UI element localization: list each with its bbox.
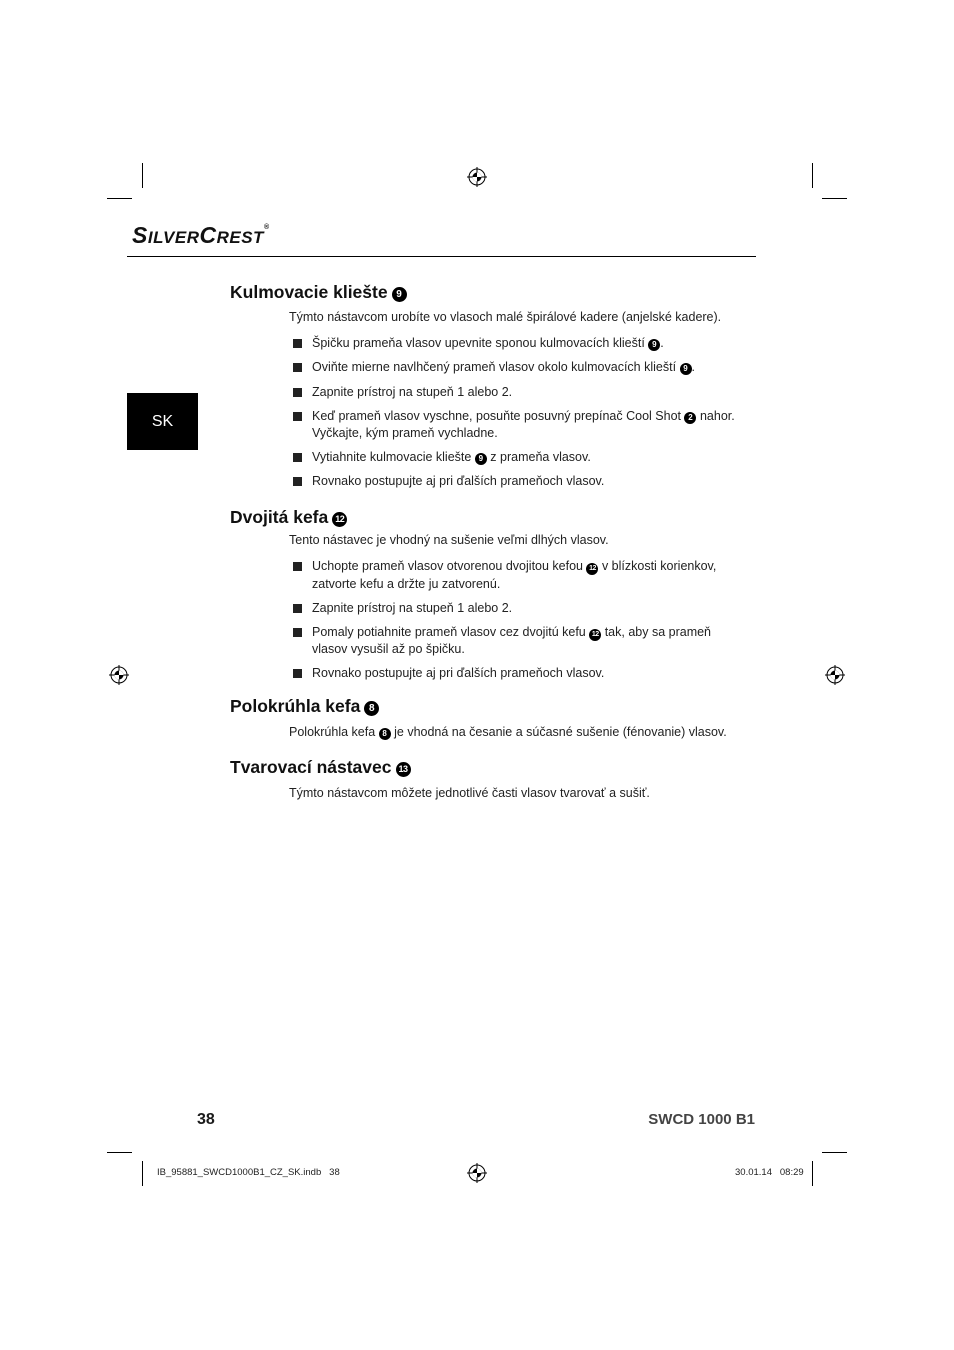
list-item-text: Keď prameň vlasov vyschne, posuňte posuvný prepínač Cool Shot — [312, 409, 685, 423]
list-item-text: Uchopte prameň vlasov otvorenou dvojitou kefou — [312, 559, 587, 573]
list-item-text: Zapnite prístroj na stupeň 1 alebo 2. — [312, 601, 513, 615]
reference-number-badge: 9 — [680, 363, 692, 375]
list-item-text: Zapnite prístroj na stupeň 1 alebo 2. — [312, 385, 513, 399]
list-item-text: Rovnako postupujte aj pri ďalších prameňoch vlasov. — [312, 666, 605, 680]
bullet-square-icon — [293, 669, 302, 678]
section-intro: Týmto nástavcom môžete jednotlivé časti vlasov tvarovať a sušiť. — [289, 786, 650, 800]
section-title: Tvarovací nástavec — [230, 757, 392, 777]
intro-text: je vhodná na česanie a súčasné sušenie (fénovanie) vlasov. — [390, 725, 727, 739]
print-slug-file: IB_95881_SWCD1000B1_CZ_SK.indb 38 — [157, 1167, 340, 1178]
list-item-text: Pomaly potiahnite prameň vlasov cez dvojitú kefu — [312, 625, 590, 639]
crop-mark — [812, 163, 813, 188]
logo-text: REST — [216, 228, 264, 247]
section-intro: Tento nástavec je vhodný na sušenie veľmi dlhých vlasov. — [289, 533, 609, 547]
section-title: Dvojitá kefa — [230, 507, 329, 527]
list-item-text: v blízkosti korienkov, — [598, 559, 717, 573]
bullet-square-icon — [293, 363, 302, 372]
list-item-text: . — [660, 336, 664, 350]
section-heading — [230, 282, 407, 303]
crop-mark — [822, 1152, 847, 1153]
bullet-square-icon — [293, 412, 302, 421]
reference-number-badge: 9 — [392, 287, 407, 302]
section-title: Kulmovacie kliešte — [230, 282, 388, 302]
section-heading — [230, 507, 347, 528]
section-intro: Týmto nástavcom urobíte vo vlasoch malé špirálové kadere (anjelské kadere). — [289, 310, 722, 324]
registration-mark-icon — [467, 167, 487, 187]
brand-logo — [132, 222, 270, 249]
crop-mark — [142, 1161, 143, 1186]
reference-number-badge: 12 — [589, 629, 601, 641]
page-number: 38 — [197, 1111, 215, 1128]
section-title: Polokrúhla kefa — [230, 696, 361, 716]
list-item-text: zatvorte kefu a držte ju zatvorenú. — [312, 577, 501, 591]
crop-mark — [822, 198, 847, 199]
model-number: SWCD 1000 B1 — [648, 1111, 755, 1128]
reference-number-badge: 12 — [586, 563, 598, 575]
bullet-square-icon — [293, 628, 302, 637]
list-item-text: vlasov vysušil až po špičku. — [312, 642, 465, 656]
bullet-square-icon — [293, 477, 302, 486]
registration-mark-icon — [467, 1163, 487, 1183]
section-heading — [230, 696, 379, 717]
reference-number-badge: 9 — [475, 453, 487, 465]
registration-mark-icon — [825, 665, 845, 685]
section-heading — [230, 757, 411, 778]
bullet-square-icon — [293, 604, 302, 613]
print-slug-date: 30.01.14 08:29 — [735, 1167, 804, 1178]
crop-mark — [142, 163, 143, 188]
list-item-text: tak, aby sa prameň — [601, 625, 712, 639]
list-item-text: . — [691, 360, 696, 374]
crop-mark — [107, 198, 132, 199]
header-divider — [127, 256, 756, 257]
list-item-text: Rovnako postupujte aj pri ďalších prameňoch vlasov. — [312, 474, 605, 488]
intro-text: Polokrúhla kefa — [289, 725, 379, 739]
reference-number-badge: 2 — [684, 412, 696, 424]
logo-letter: C — [199, 222, 217, 248]
reference-number-badge: 13 — [396, 762, 411, 777]
list-item-text: nahor. — [696, 409, 735, 423]
bullet-square-icon — [293, 388, 302, 397]
list-item-text: Oviňte mierne navlhčený prameň vlasov okolo kulmovacích klieští — [312, 360, 680, 374]
reference-number-badge: 8 — [379, 728, 391, 740]
list-item-text: Špičku prameňa vlasov upevnite sponou kulmovacích klieští — [312, 336, 649, 350]
list-item-text: Vyčkajte, kým prameň vychladne. — [312, 426, 498, 440]
language-tab — [127, 393, 198, 450]
registration-mark-icon — [109, 665, 129, 685]
bullet-square-icon — [293, 562, 302, 571]
crop-mark — [107, 1152, 132, 1153]
crop-mark — [812, 1161, 813, 1186]
bullet-square-icon — [293, 339, 302, 348]
reference-number-badge: 9 — [648, 339, 660, 351]
logo-letter: S — [132, 222, 148, 248]
list-item-text: z prameňa vlasov. — [486, 450, 591, 464]
reference-number-badge: 12 — [332, 512, 347, 527]
bullet-square-icon — [293, 453, 302, 462]
reference-number-badge: 8 — [364, 701, 379, 716]
logo-text: ILVER — [147, 228, 200, 247]
registered-mark: ® — [263, 224, 270, 231]
language-tab-label: SK — [151, 412, 174, 430]
list-item-text: Vytiahnite kulmovacie kliešte — [312, 450, 475, 464]
section-intro — [289, 725, 727, 740]
